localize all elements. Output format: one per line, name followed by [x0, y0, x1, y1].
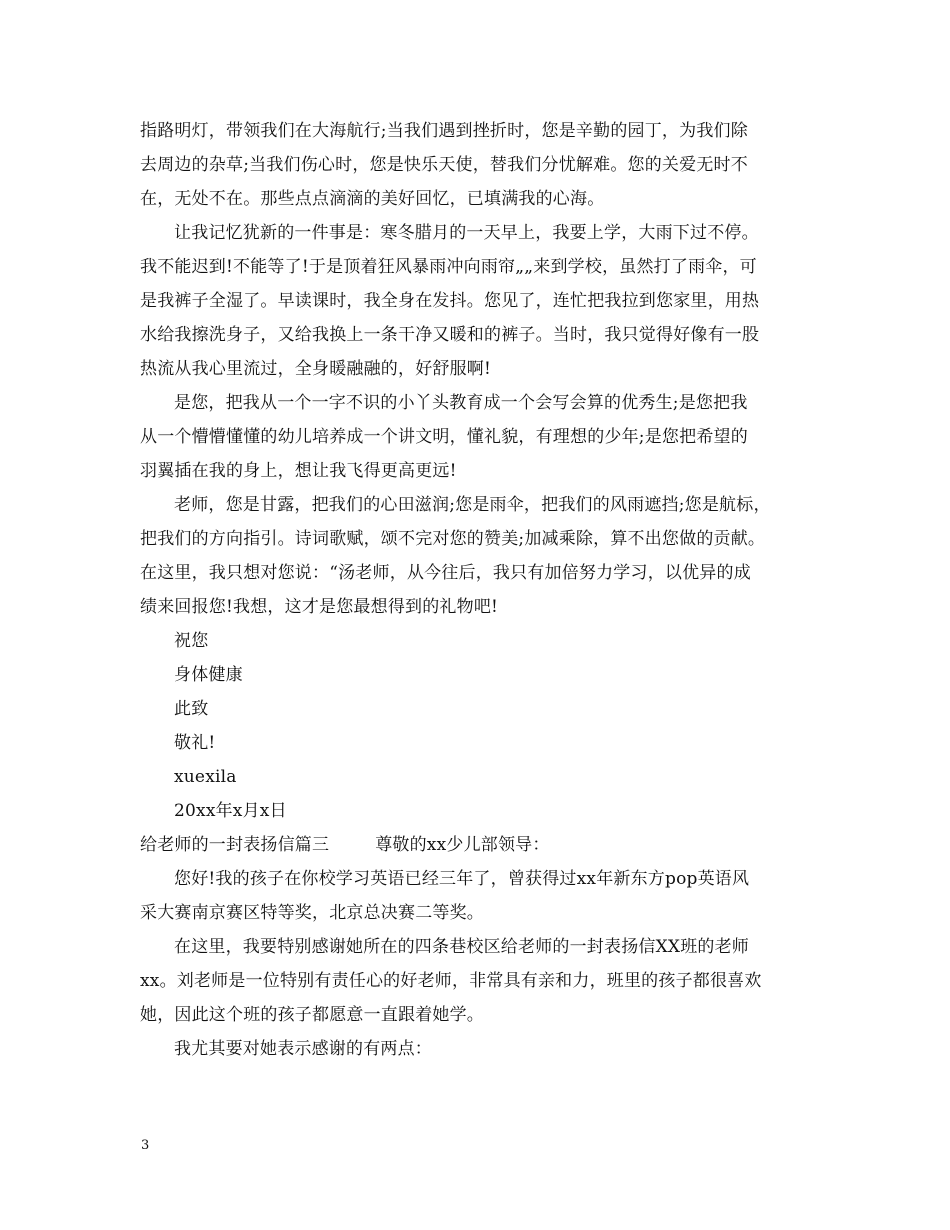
paragraph-line: 我尤其要对她表示感谢的有两点：: [174, 1039, 432, 1059]
paragraph-line: 采大赛南京赛区特等奖，北京总决赛二等奖。: [140, 903, 484, 923]
paragraph-line: 您好!我的孩子在你校学习英语已经三年了，曾获得过xx年新东方pop英语风: [174, 869, 750, 889]
page-number: 3: [141, 1138, 150, 1153]
paragraph-line: 热流从我心里流过，全身暖融融的，好舒服啊!: [140, 359, 492, 379]
closing-wish: 身体健康: [174, 665, 243, 685]
paragraph-line: 羽翼插在我的身上，想让我飞得更高更远!: [140, 461, 457, 481]
recipient-greeting: 尊敬的xx少儿部领导：: [375, 835, 550, 855]
paragraph-line: xx。刘老师是一位特别有责任心的好老师，非常具有亲和力，班里的孩子都很喜欢: [140, 971, 762, 991]
paragraph-line: 去周边的杂草;当我们伤心时，您是快乐天使，替我们分忧解难。您的关爱无时不: [140, 155, 748, 175]
paragraph-line: 在这里，我只想对您说：“汤老师，从今往后，我只有加倍努力学习，以优异的成: [140, 563, 751, 583]
paragraph-line: 她，因此这个班的孩子都愿意一直跟着她学。: [140, 1005, 484, 1025]
letter-body: [140, 114, 830, 1066]
paragraph-line: 把我们的方向指引。诗词歌赋，颂不完对您的赞美;加减乘除，算不出您做的贡献。: [140, 529, 766, 549]
closing-salutation: 此致: [174, 699, 209, 719]
paragraph-line: 我不能迟到!不能等了!于是顶着狂风暴雨冲向雨帘„„来到学校，虽然打了雨伞，可: [140, 257, 757, 277]
paragraph-line: 是我裤子全湿了。早读课时，我全身在发抖。您见了，连忙把我拉到您家里，用热: [140, 291, 760, 311]
paragraph-line: 指路明灯，带领我们在大海航行;当我们遇到挫折时，您是辛勤的园丁，为我们除: [140, 121, 748, 141]
letter-date: 20xx年x月x日: [174, 801, 287, 821]
signature: xuexila: [174, 767, 237, 787]
paragraph-line: 从一个懵懵懂懂的幼儿培养成一个讲文明，懂礼貌，有理想的少年;是您把希望的: [140, 427, 748, 447]
paragraph-line: 绩来回报您!我想，这才是您最想得到的礼物吧!: [140, 597, 499, 617]
section-heading-line: [140, 828, 830, 862]
paragraph-line: 在这里，我要特别感谢她所在的四条巷校区给老师的一封表扬信XX班的老师: [174, 937, 750, 957]
closing-salutation: 敬礼!: [174, 733, 216, 753]
section-title: 给老师的一封表扬信篇三: [140, 835, 330, 855]
paragraph-line: 是您，把我从一个一字不识的小丫头教育成一个会写会算的优秀生;是您把我: [174, 393, 748, 413]
paragraph-line: 老师，您是甘露，把我们的心田滋润;您是雨伞，把我们的风雨遮挡;您是航标，: [174, 495, 771, 515]
closing-wish: 祝您: [174, 631, 209, 651]
paragraph-line: 水给我擦洗身子，又给我换上一条干净又暖和的裤子。当时，我只觉得好像有一股: [140, 325, 760, 345]
paragraph-line: 在，无处不在。那些点点滴滴的美好回忆，已填满我的心海。: [140, 189, 605, 209]
paragraph-line: 让我记忆犹新的一件事是：寒冬腊月的一天早上，我要上学，大雨下过不停。: [174, 223, 759, 243]
